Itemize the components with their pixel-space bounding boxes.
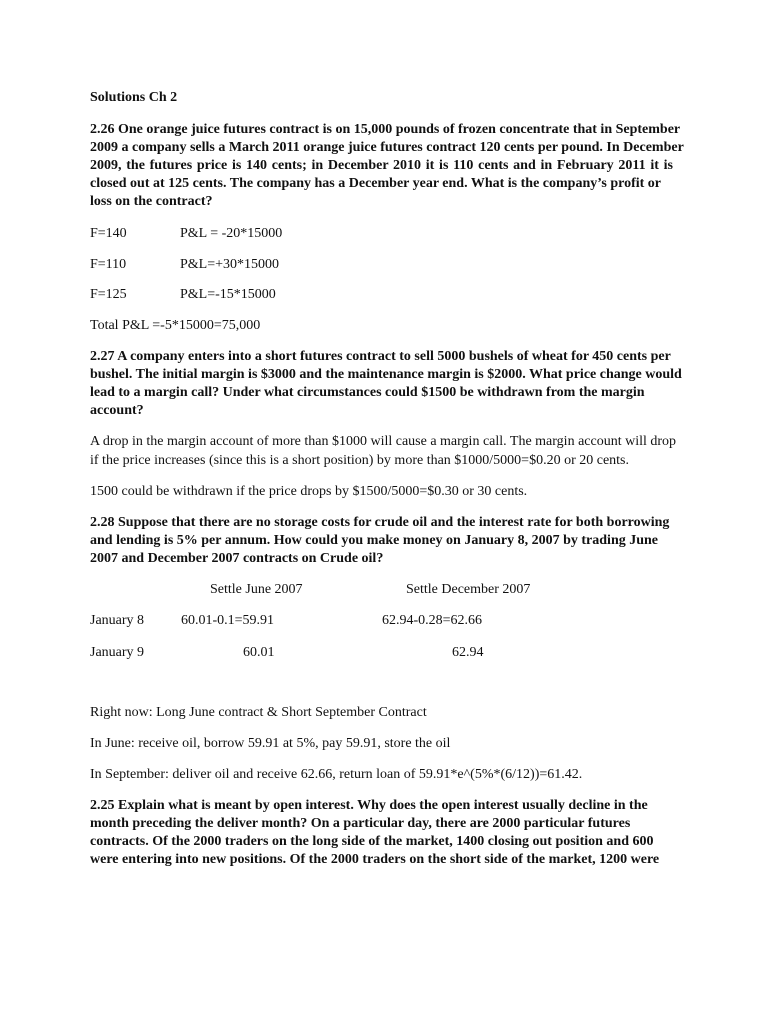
profit-loss: P&L=-15*15000 xyxy=(180,287,276,302)
question-line: account? xyxy=(90,403,144,418)
row-date: January 9 xyxy=(90,645,145,660)
question-line: lead to a margin call? Under what circumstances could $1500 be withdrawn from the margin xyxy=(90,385,645,400)
question-line: 2007 and December 2007 contracts on Crude oil? xyxy=(90,551,384,566)
answer-line: Right now: Long June contract & Short September Contract xyxy=(90,705,427,720)
cell-june: 60.01 xyxy=(243,645,275,660)
answer-line: In September: deliver oil and receive 62.66, return loan of 59.91*e^(5%*(6/12))=61.42. xyxy=(90,767,583,782)
question-line: 2009, the futures price is 140 cents; in December 2010 it is 110 cents and in February 2011 it is xyxy=(90,158,673,173)
question-line: 2.25 Explain what is meant by open interest. Why does the open interest usually decline in the xyxy=(90,798,648,813)
question-line: and lending is 5% per annum. How could you make money on January 8, 2007 by trading June xyxy=(90,533,659,548)
cell-december: 62.94-0.28=62.66 xyxy=(382,613,483,628)
question-line: 2.26 One orange juice futures contract is on 15,000 pounds of frozen concentrate that in September xyxy=(90,122,681,137)
answer-line: if the price increases (since this is a short position) by more than $1000/5000=$0.20 or 20 cents. xyxy=(90,453,630,468)
question-line: loss on the contract? xyxy=(90,194,213,209)
row-date: January 8 xyxy=(90,613,145,628)
column-header-december: Settle December 2007 xyxy=(406,582,531,597)
futures-price: F=140 xyxy=(90,226,127,241)
question-line: month preceding the deliver month? On a particular day, there are 2000 particular futures xyxy=(90,816,631,831)
answer-line: A drop in the margin account of more than $1000 will cause a margin call. The margin account will drop xyxy=(90,434,677,449)
answer-line: In June: receive oil, borrow 59.91 at 5%, pay 59.91, store the oil xyxy=(90,736,451,751)
question-line: 2.28 Suppose that there are no storage costs for crude oil and the interest rate for both borrowing xyxy=(90,515,670,530)
question-line: contracts. Of the 2000 traders on the long side of the market, 1400 closing out position and 600 xyxy=(90,834,654,849)
question-line: 2009 a company sells a March 2011 orange juice futures contract 120 cents per pound. In December xyxy=(90,140,684,155)
question-line: closed out at 125 cents. The company has a December year end. What is the company’s profit or xyxy=(90,176,661,191)
question-line: bushel. The initial margin is $3000 and the maintenance margin is $2000. What price change would xyxy=(90,367,682,382)
futures-price: F=125 xyxy=(90,287,127,302)
cell-june: 60.01-0.1=59.91 xyxy=(181,613,275,628)
question-line: were entering into new positions. Of the 2000 traders on the short side of the market, 1200 were xyxy=(90,852,660,867)
cell-december: 62.94 xyxy=(452,645,484,660)
futures-price: F=110 xyxy=(90,257,127,272)
answer-line: 1500 could be withdrawn if the price drops by $1500/5000=$0.30 or 30 cents. xyxy=(90,484,528,499)
profit-loss: P&L = -20*15000 xyxy=(180,226,283,241)
total-profit-loss: Total P&L =-5*15000=75,000 xyxy=(90,318,261,333)
document-heading: Solutions Ch 2 xyxy=(90,90,178,105)
question-line: 2.27 A company enters into a short futures contract to sell 5000 bushels of wheat for 450 cents per xyxy=(90,349,671,364)
column-header-june: Settle June 2007 xyxy=(210,582,303,597)
profit-loss: P&L=+30*15000 xyxy=(180,257,280,272)
